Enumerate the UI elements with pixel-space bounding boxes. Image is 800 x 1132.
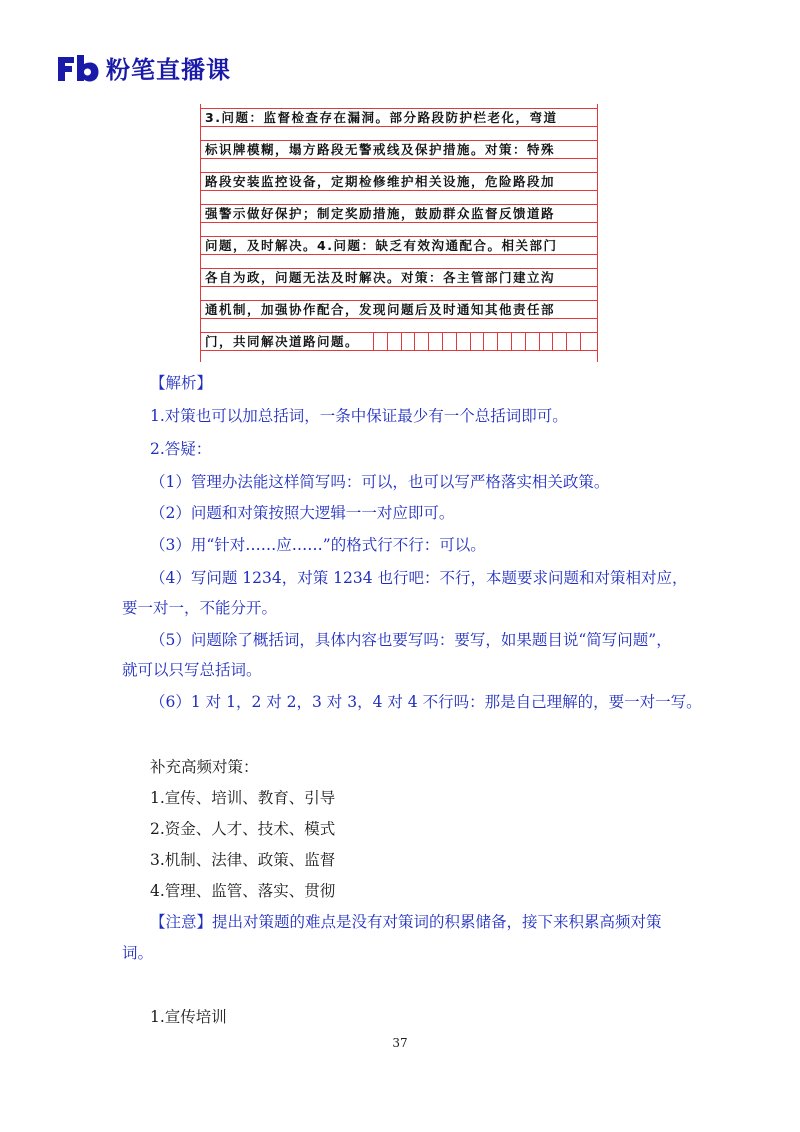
grid-line: 各自为政，问题无法及时解决。对策：各主管部门建立沟 <box>205 270 556 285</box>
grid-cell <box>580 333 594 350</box>
grid-line: 门，共同解决道路问题。 <box>205 334 360 349</box>
grid-row <box>201 268 597 287</box>
faq-item: （4）写问题 1234，对策 1234 也行吧：不行，本题要求问题和对策相对应， <box>150 569 688 587</box>
supplement-item: 2.资金、人才、技术、模式 <box>150 820 336 838</box>
analysis-point-2: 2.答疑： <box>150 440 212 458</box>
grid-cell <box>428 333 442 350</box>
grid-cell <box>470 333 484 350</box>
brand-name: 粉笔直播课 <box>106 56 231 84</box>
analysis-heading: 【解析】 <box>150 374 213 392</box>
grid-cell <box>552 333 566 350</box>
grid-line: 3.问题：监督检查存在漏洞。部分路段防护栏老化，弯道 <box>205 110 558 125</box>
supplement-item: 1.宣传、培训、教育、引导 <box>150 789 336 807</box>
grid-cell <box>539 333 553 350</box>
brand-logo <box>56 50 231 85</box>
empty-grid-cells <box>373 333 594 350</box>
note-line-continued: 词。 <box>122 944 154 962</box>
grid-line: 标识牌模糊，塌方路段无警戒线及保护措施。对策：特殊 <box>205 142 556 157</box>
grid-cell <box>442 333 456 350</box>
grid-row <box>201 236 597 255</box>
faq-item: （6）1 对 1，2 对 2，3 对 3，4 对 4 不行吗：那是自己理解的，要一对一写。 <box>150 693 702 711</box>
grid-cell <box>401 333 415 350</box>
grid-cell <box>483 333 497 350</box>
grid-cell <box>373 333 387 350</box>
grid-row <box>201 172 597 191</box>
faq-item: （3）用“针对……应……”的格式行不行：可以。 <box>150 536 486 554</box>
faq-item: （2）问题和对策按照大逻辑一一对应即可。 <box>150 504 455 522</box>
grid-row <box>201 300 597 319</box>
grid-cell <box>566 333 580 350</box>
analysis-point-1: 1.对策也可以加总括词，一条中保证最少有一个总括词即可。 <box>150 407 568 425</box>
grid-cell <box>456 333 470 350</box>
grid-line: 路段安装监控设备，定期检修维护相关设施，危险路段加 <box>205 174 556 189</box>
grid-cell <box>414 333 428 350</box>
grid-row <box>201 204 597 223</box>
grid-row <box>201 140 597 159</box>
grid-line: 强警示做好保护；制定奖励措施，鼓励群众监督反馈道路 <box>205 206 556 221</box>
supplement-item: 3.机制、法律、政策、监督 <box>150 851 336 869</box>
grid-cell <box>511 333 525 350</box>
answer-grid <box>200 104 598 362</box>
faq-item: （1）管理办法能这样简写吗：可以，也可以写严格落实相关政策。 <box>150 473 610 491</box>
grid-row <box>201 108 597 127</box>
supplement-title: 补充高频对策： <box>150 758 259 776</box>
faq-item-continued: 要一对一，不能分开。 <box>122 599 278 617</box>
faq-item-continued: 就可以只写总括词。 <box>122 661 262 679</box>
grid-cell <box>497 333 511 350</box>
faq-item: （5）问题除了概括词，具体内容也要写吗：要写，如果题目说“简写问题”， <box>150 631 672 649</box>
grid-line: 通机制，加强协作配合，发现问题后及时通知其他责任部 <box>205 302 556 317</box>
fb-logo-icon <box>56 53 100 83</box>
page-number: 37 <box>392 1036 408 1050</box>
grid-line: 问题，及时解决。4.问题：缺乏有效沟通配合。相关部门 <box>205 238 558 253</box>
grid-cell <box>387 333 401 350</box>
grid-cell <box>525 333 539 350</box>
note-line: 【注意】提出对策题的难点是没有对策词的积累储备，接下来积累高频对策 <box>150 913 662 931</box>
grid-row <box>201 332 597 351</box>
section-heading: 1.宣传培训 <box>150 1008 227 1026</box>
supplement-item: 4.管理、监管、落实、贯彻 <box>150 882 336 900</box>
